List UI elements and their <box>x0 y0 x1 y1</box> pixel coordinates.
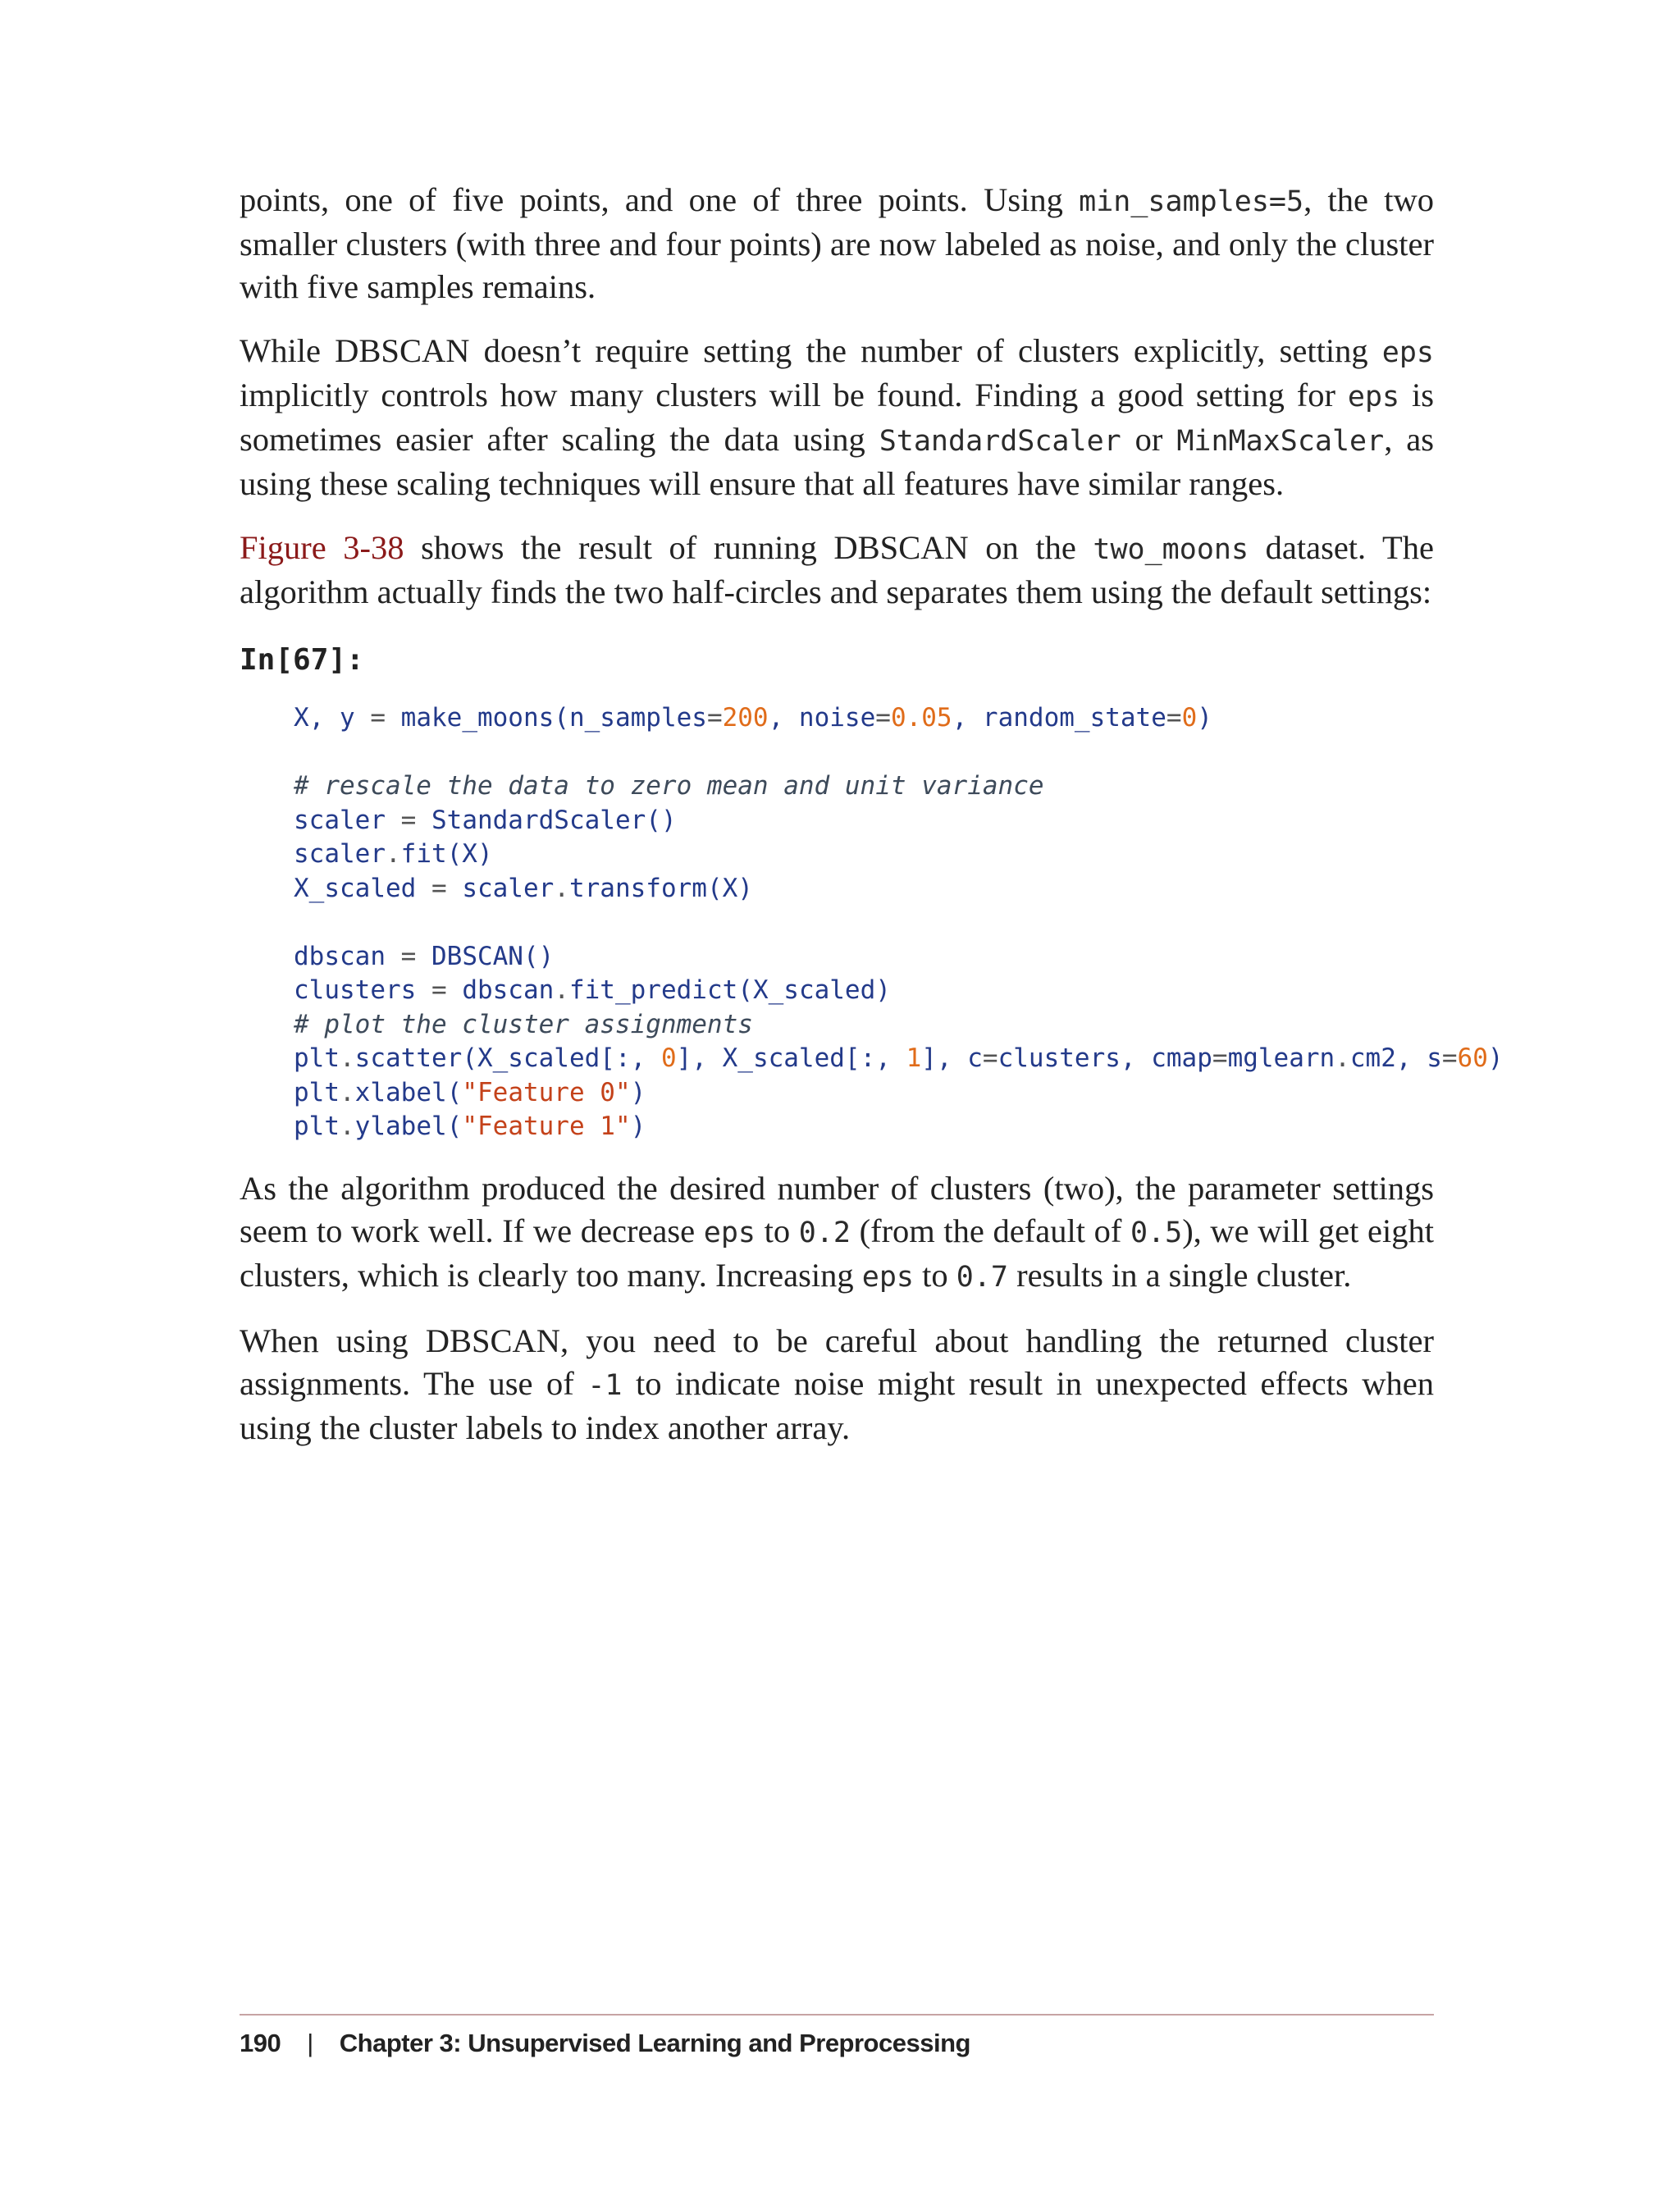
inline-code: eps <box>1381 336 1434 369</box>
paragraph-noise-handling <box>240 1320 1434 1449</box>
inline-code: MinMaxScaler <box>1176 425 1385 458</box>
code-line: X_scaled = scaler.transform(X) <box>294 873 753 903</box>
paragraph-eps <box>240 330 1434 505</box>
text: to <box>755 1212 799 1249</box>
inline-code: two_moons <box>1093 533 1249 566</box>
code-line: plt.scatter(X_scaled[:, 0], X_scaled[:, 1], c=clusters, cmap=mglearn.cm2, s=60) <box>294 1043 1504 1073</box>
text: results in a single cluster. <box>1007 1256 1352 1294</box>
code-line: clusters = dbscan.fit_predict(X_scaled) <box>294 975 891 1005</box>
text: , the two smaller clusters (with three and four points) are now labeled as noise, and only the cluster with five samples remains. <box>240 181 1434 305</box>
text: , as using these scaling techniques will ensure that all features have similar ranges. <box>240 421 1434 502</box>
code-line: plt.xlabel("Feature 0") <box>294 1077 646 1107</box>
footer-separator: | <box>307 2029 313 2057</box>
text: points, one of five points, and one of three points. Using <box>240 181 1080 218</box>
inline-code: eps <box>1347 381 1400 413</box>
text: dataset. The algorithm actually finds the two half-circles and separates them using the default settings: <box>240 529 1434 610</box>
code-line: dbscan = DBSCAN() <box>294 941 555 971</box>
inline-code: 0.5 <box>1130 1216 1183 1249</box>
page-number: 190 <box>240 2029 281 2057</box>
code-line: scaler.fit(X) <box>294 839 493 869</box>
text: As the algorithm produced the desired number of clusters (two), the parameter settings seem to work well. If we decrease <box>240 1169 1434 1249</box>
text: or <box>1121 421 1177 458</box>
inline-code: eps <box>861 1260 914 1294</box>
page-footer <box>240 2014 1434 2058</box>
text: is sometimes easier after scaling the data using <box>240 377 1434 458</box>
inline-code: eps <box>703 1216 756 1249</box>
text: While DBSCAN doesn’t require setting the number of clusters explicitly, setting <box>240 332 1382 369</box>
inline-code: 0.2 <box>798 1216 851 1249</box>
code-comment: # plot the cluster assignments <box>294 1009 753 1039</box>
text: shows the result of running DBSCAN on the <box>404 529 1093 566</box>
code-block <box>294 701 1504 1144</box>
code-comment: # rescale the data to zero mean and unit variance <box>294 771 1044 801</box>
text: implicitly controls how many clusters will be found. Finding a good setting for <box>240 377 1348 413</box>
inline-code: -1 <box>587 1368 623 1402</box>
text: to indicate noise might result in unexpected effects when using the cluster labels to index another array. <box>240 1364 1434 1446</box>
inline-code: min_samples=5 <box>1079 185 1304 218</box>
text: (from the default of <box>850 1212 1130 1249</box>
text: ), we will get eight clusters, which is clearly too many. Increasing <box>240 1212 1434 1294</box>
inline-code: 0.7 <box>956 1260 1008 1294</box>
code-prompt: In[67]: <box>240 643 364 677</box>
text: to <box>913 1256 956 1294</box>
code-line: plt.ylabel("Feature 1") <box>294 1112 646 1141</box>
paragraph-min-samples <box>240 179 1434 308</box>
paragraph-parameter-settings <box>240 1167 1434 1299</box>
figure-link[interactable]: Figure 3-38 <box>240 529 404 566</box>
page-content <box>240 179 1504 1471</box>
paragraph-two-moons <box>240 527 1434 614</box>
code-line: X, y = make_moons(n_samples=200, noise=0.05, random_state=0) <box>294 703 1212 733</box>
text: When using DBSCAN, you need to be careful about handling the returned cluster assignments. The use of <box>240 1322 1434 1402</box>
chapter-title: Chapter 3: Unsupervised Learning and Preprocessing <box>339 2029 970 2057</box>
inline-code: StandardScaler <box>879 425 1121 458</box>
code-line: scaler = StandardScaler() <box>294 805 677 835</box>
